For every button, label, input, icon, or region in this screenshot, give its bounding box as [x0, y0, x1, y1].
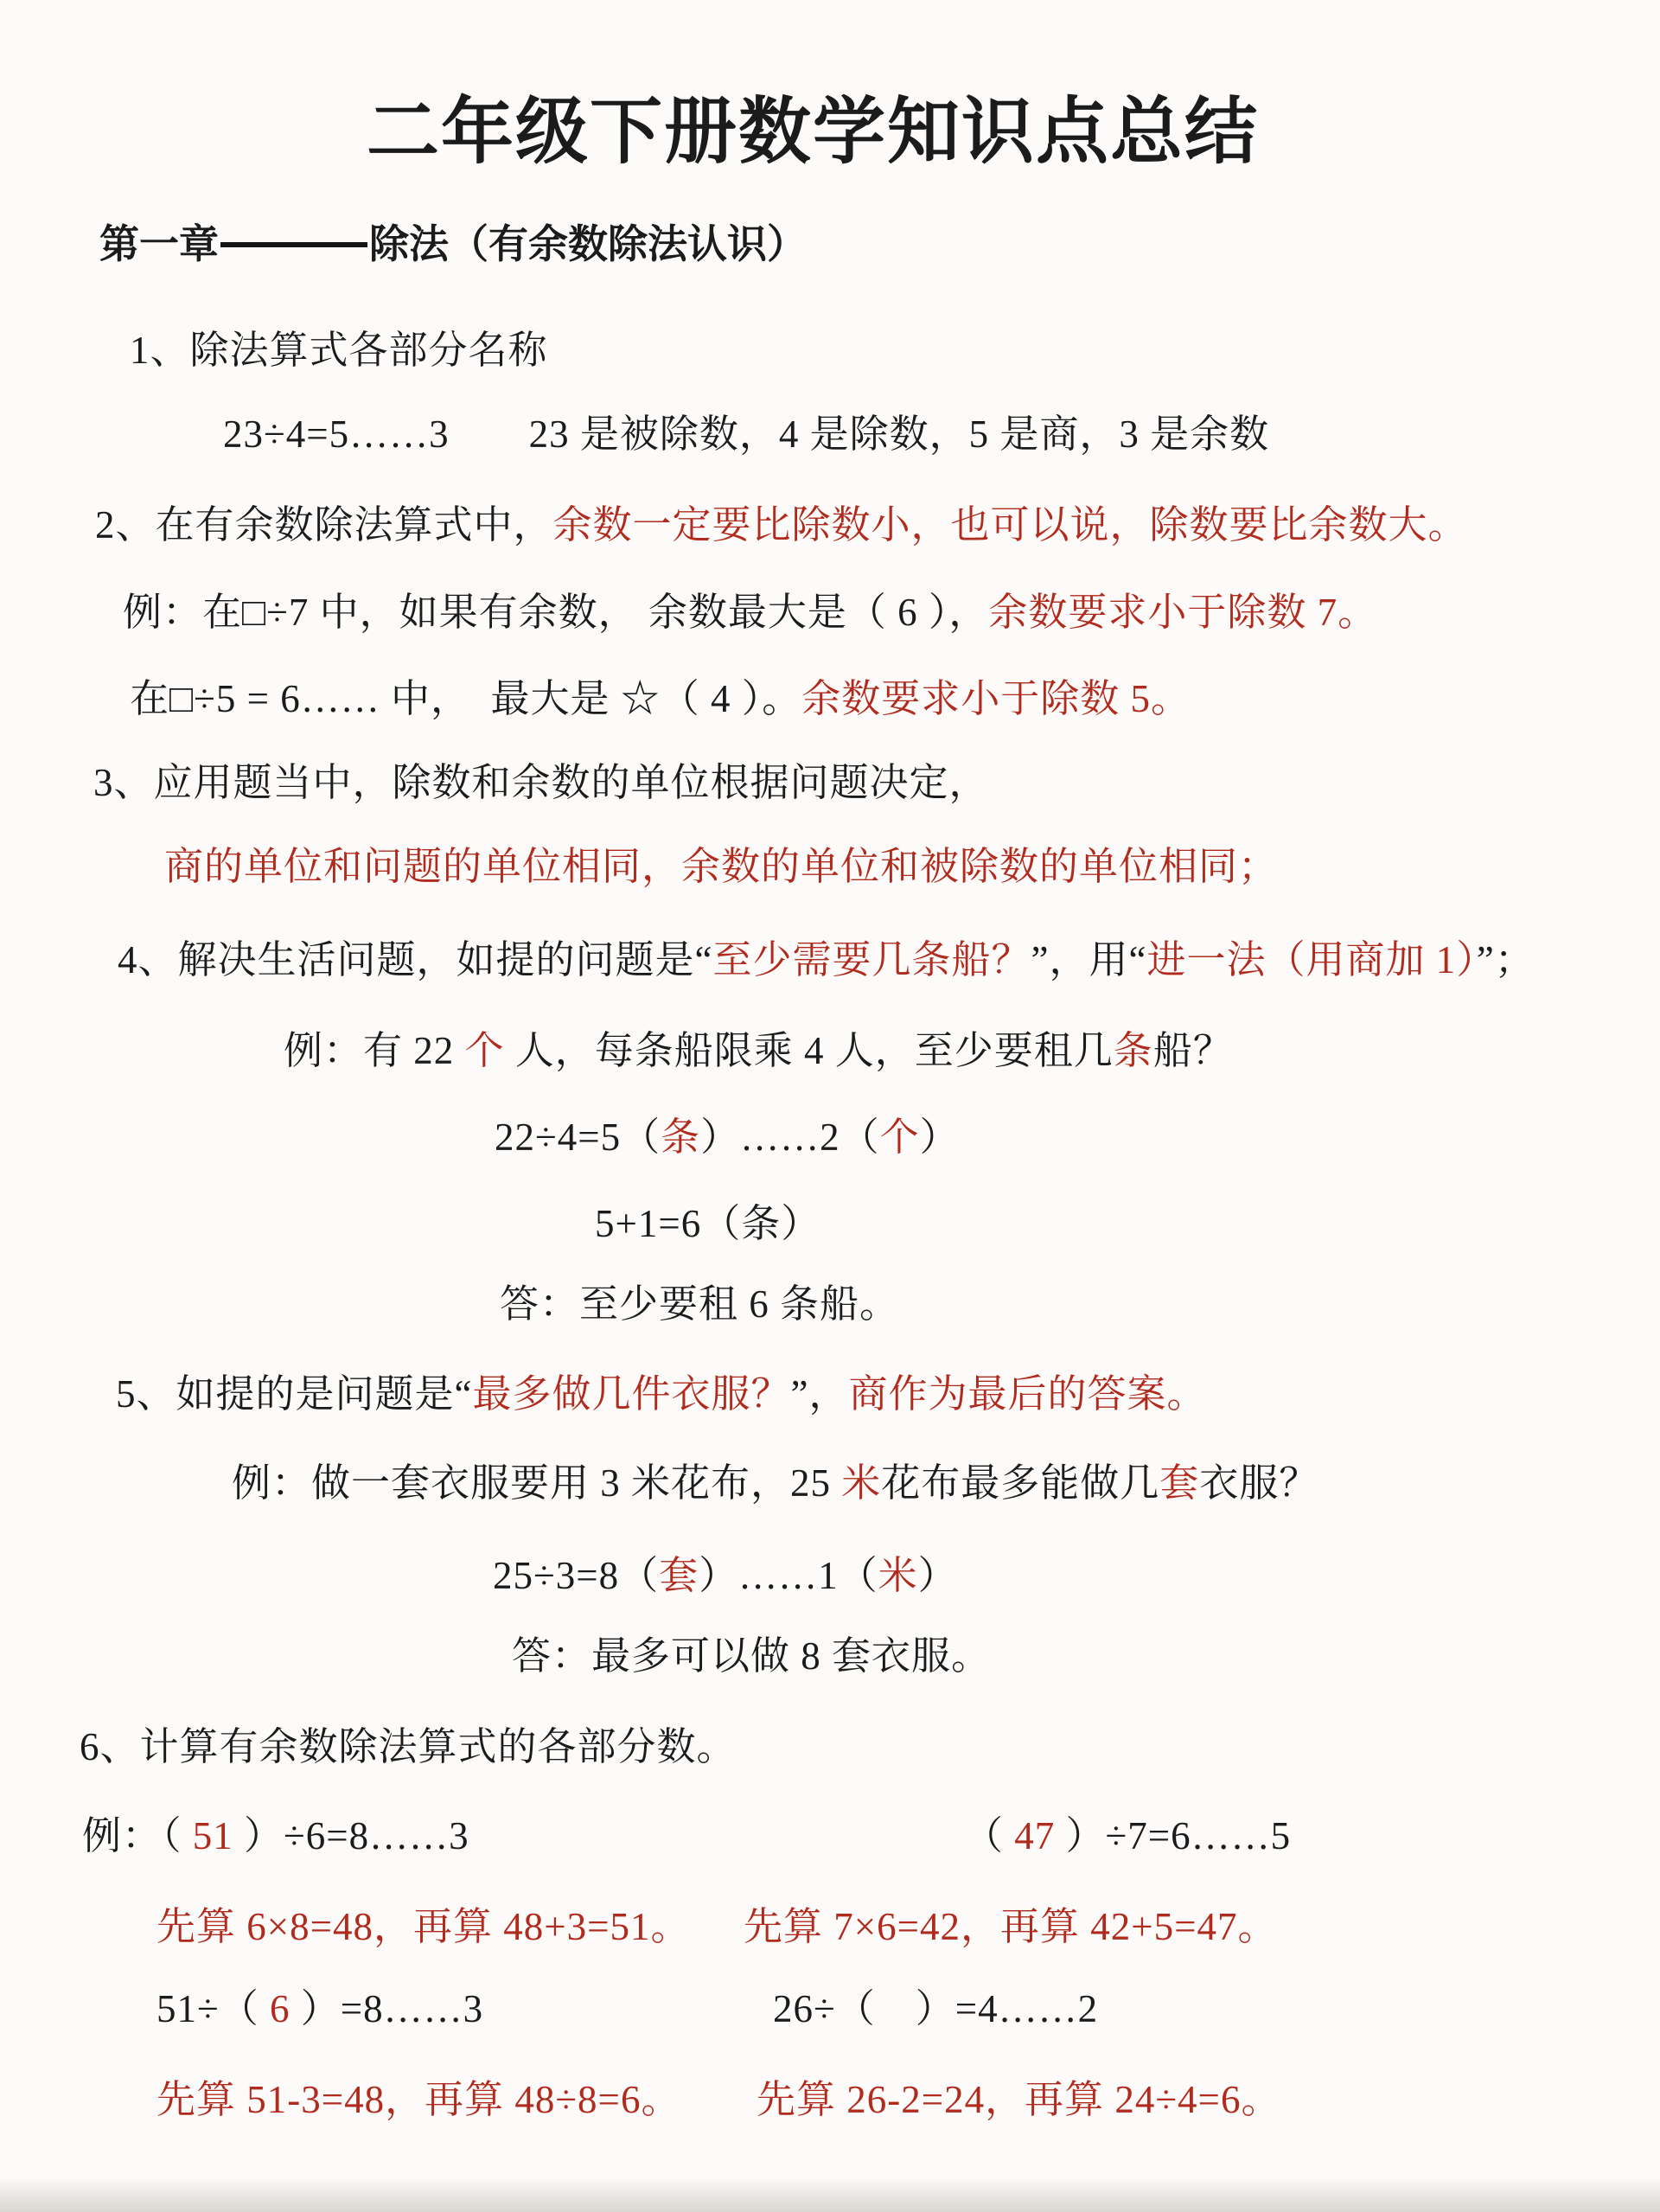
example-clothes-seg-1: 米: [841, 1461, 882, 1505]
point-4-seg-0: 4、解决生活问题，如提的问题是“: [118, 938, 713, 981]
fill-blank-26: [773, 1983, 1098, 2035]
equation-25-div-3-seg-1: 套: [659, 1554, 699, 1597]
example-clothes-seg-4: 衣服？: [1199, 1461, 1319, 1505]
fill-blank-47: [964, 1810, 1291, 1862]
chapter-heading: [99, 218, 807, 270]
example-clothes-seg-2: 花布最多能做几: [881, 1461, 1160, 1505]
point-2-seg-0: 2、在有余数除法算式中，: [95, 503, 553, 547]
fill-blank-51-seg-1: 51: [192, 1814, 233, 1857]
fill-blank-47-seg-0: （: [964, 1814, 1015, 1857]
point-3-rule-seg-0: 商的单位和问题的单位相同，余数的单位和被除数的单位相同；: [164, 845, 1279, 888]
fill-blank-51b-seg-0: 51÷（: [156, 1987, 270, 2030]
solution-51b: [156, 2074, 680, 2126]
fill-blank-47-seg-2: ）÷7=6……5: [1055, 1814, 1292, 1857]
point-4-seg-3: 进一法（用商加 1）: [1146, 938, 1477, 981]
equation-25-div-3-seg-0: 25÷3=8（: [493, 1554, 660, 1597]
example-boats-seg-3: 条: [1113, 1029, 1153, 1072]
answer-clothes: [512, 1630, 991, 1682]
solution-51-seg-0: 先算 6×8=48，再算 48+3=51。: [156, 1905, 691, 1948]
fill-blank-51: [82, 1810, 469, 1862]
equation-22-div-4-seg-2: ）……2（: [700, 1116, 880, 1159]
point-5-seg-2: ”，: [790, 1372, 849, 1416]
equation-22-div-4-seg-0: 22÷4=5（: [495, 1116, 661, 1159]
solution-26: [757, 2074, 1280, 2126]
point-5: [116, 1368, 1207, 1420]
fill-blank-51b: [156, 1983, 483, 2035]
answer-clothes-seg-0: 答：最多可以做 8 套衣服。: [512, 1634, 992, 1678]
example-div-5: [130, 673, 1191, 725]
point-3-seg-0: 3、应用题当中，除数和余数的单位根据问题决定，: [93, 761, 989, 804]
point-3-rule: [164, 841, 1278, 892]
example-clothes: [232, 1457, 1318, 1509]
fill-blank-51-seg-0: 例：（: [82, 1814, 193, 1857]
solution-51: [156, 1901, 691, 1953]
point-1-seg-0: 1、除法算式各部分名称: [130, 329, 548, 372]
example-23-div-4-seg-0: 23÷4=5……3 23 是被除数，4 是除数，5 是商，3 是余数: [223, 412, 1270, 456]
example-boats: [284, 1025, 1233, 1077]
point-4-seg-2: ”，用“: [1031, 938, 1147, 981]
fill-blank-51b-seg-2: ）=8……3: [290, 1987, 484, 2030]
chapter-dash-line: [220, 242, 367, 247]
example-div-7-seg-0: 例：在□÷7 中，如果有余数， 余数最大是（ 6 ），: [123, 591, 989, 634]
solution-51b-seg-0: 先算 51-3=48，再算 48÷8=6。: [156, 2078, 681, 2121]
point-4-seg-4: ”；: [1476, 938, 1535, 981]
point-6: [80, 1721, 737, 1773]
example-boats-seg-2: 人，每条船限乘 4 人，至少要租几: [504, 1029, 1114, 1072]
example-clothes-seg-3: 套: [1159, 1461, 1200, 1505]
point-5-seg-0: 5、如提的是问题是“: [116, 1372, 473, 1416]
solution-47: [744, 1901, 1278, 1953]
point-2: [95, 499, 1468, 551]
point-5-seg-1: 最多做几件衣服？: [472, 1372, 791, 1416]
example-boats-seg-0: 例：有 22: [284, 1029, 465, 1072]
example-23-div-4: [223, 408, 1269, 460]
example-boats-seg-4: 船？: [1152, 1029, 1233, 1072]
fill-blank-51-seg-2: ）÷6=8……3: [233, 1814, 469, 1857]
equation-5-plus-1: [595, 1198, 820, 1250]
example-div-7-seg-1: 余数要求小于除数 7。: [988, 591, 1378, 634]
example-clothes-seg-0: 例：做一套衣服要用 3 米花布，25: [232, 1461, 842, 1505]
fill-blank-51b-seg-1: 6: [269, 1987, 290, 2030]
example-div-5-seg-0: 在□÷5 = 6…… 中， 最大是 ☆（ 4 ）。: [130, 677, 802, 720]
chapter-title: 除法（有余数除法认识）: [369, 221, 807, 266]
point-4-seg-1: 至少需要几条船？: [712, 938, 1031, 981]
point-3: [93, 757, 989, 809]
page-bottom-shadow: [0, 2177, 1660, 2212]
point-1: [130, 324, 548, 376]
solution-47-seg-0: 先算 7×6=42，再算 42+5=47。: [744, 1905, 1278, 1948]
fill-blank-26-seg-0: 26÷（ ）=4……2: [773, 1987, 1099, 2030]
answer-boats-seg-0: 答：至少要租 6 条船。: [500, 1282, 900, 1326]
equation-22-div-4: [495, 1111, 960, 1163]
equation-25-div-3-seg-4: ）: [917, 1554, 958, 1597]
example-div-7: [123, 586, 1377, 638]
fill-blank-47-seg-1: 47: [1014, 1814, 1056, 1857]
equation-25-div-3-seg-3: 米: [878, 1554, 918, 1597]
point-2-seg-1: 余数一定要比除数小，也可以说，除数要比余数大。: [552, 503, 1468, 547]
equation-25-div-3-seg-2: ）……1（: [699, 1554, 878, 1597]
equation-22-div-4-seg-3: 个: [879, 1116, 920, 1159]
equation-22-div-4-seg-4: ）: [919, 1116, 960, 1159]
equation-25-div-3: [493, 1550, 958, 1601]
example-div-5-seg-1: 余数要求小于除数 5。: [801, 677, 1191, 720]
point-4: [118, 934, 1535, 986]
point-6-seg-0: 6、计算有余数除法算式的各部分数。: [80, 1725, 737, 1768]
example-boats-seg-1: 个: [464, 1029, 505, 1072]
answer-boats: [500, 1278, 899, 1330]
chapter-number: 第一章: [99, 221, 219, 266]
solution-26-seg-0: 先算 26-2=24，再算 24÷4=6。: [757, 2078, 1281, 2121]
equation-5-plus-1-seg-0: 5+1=6（条）: [595, 1202, 821, 1245]
page-title: 二年级下册数学知识点总结: [366, 93, 1259, 173]
equation-22-div-4-seg-1: 条: [661, 1116, 701, 1159]
point-5-seg-3: 商作为最后的答案。: [848, 1372, 1207, 1416]
